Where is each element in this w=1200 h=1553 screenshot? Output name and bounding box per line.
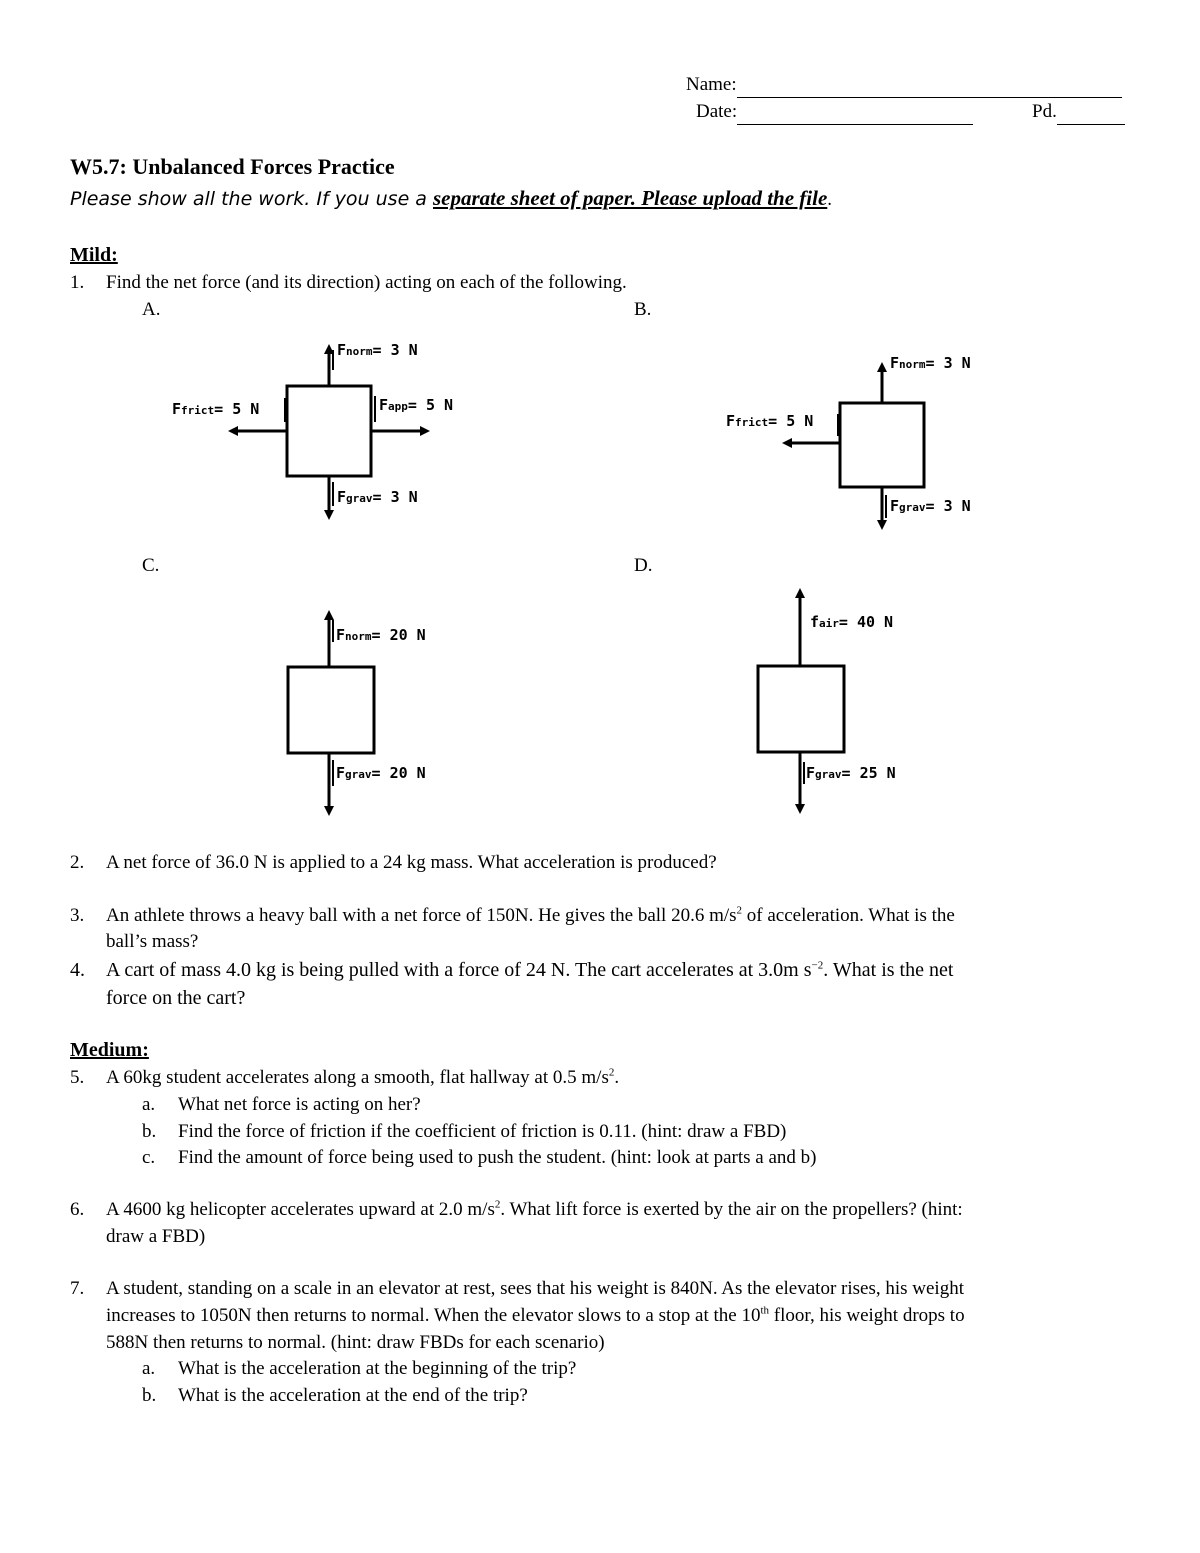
instructions bbox=[70, 186, 832, 213]
question-3: 3. An athlete throws a heavy ball with a net force of 150N. He gives the ball 20.6 $m/s^2$ of acceleration. What is the bbox=[70, 904, 955, 926]
question-5a: a. What net force is acting on her? bbox=[142, 1094, 421, 1115]
norm-arrowhead bbox=[877, 362, 887, 372]
question-1 bbox=[70, 270, 627, 296]
diagram-a-grav-label: Fgrav= 3 N bbox=[337, 488, 418, 506]
question-text: A net force of 36.0 N is applied to a 24 kg mass. What acceleration is produced? bbox=[106, 852, 717, 873]
free-body-diagram-a bbox=[140, 330, 500, 530]
date-blank[interactable] bbox=[737, 104, 973, 125]
diagram-b-grav-label: Fgrav= 3 N bbox=[890, 497, 971, 515]
grav-arrowhead bbox=[877, 520, 887, 530]
name-label: Name: bbox=[686, 74, 737, 95]
diagram-c-norm-label: Fnorm= 20 N bbox=[336, 626, 426, 644]
question-5: 5. A 60kg student accelerates along a smooth, flat hallway at 0.5 $m/s^2$. bbox=[70, 1066, 620, 1088]
air-arrowhead bbox=[795, 588, 805, 598]
page-title: W5.7: Unbalanced Forces Practice bbox=[70, 154, 395, 179]
question-text: Find the net force (and its direction) acting on each of the following. bbox=[106, 272, 627, 293]
question-7b: b. What is the acceleration at the end of the trip? bbox=[142, 1385, 528, 1406]
box bbox=[287, 386, 371, 476]
grav-arrowhead bbox=[324, 510, 334, 520]
question-7-line-3: 588N then returns to normal. (hint: draw FBDs for each scenario) bbox=[106, 1332, 605, 1353]
diagram-d-air-label: fair= 40 N bbox=[810, 613, 894, 631]
diagram-a-frict-label: Ffrict= 5 N bbox=[172, 400, 260, 418]
box bbox=[840, 403, 924, 487]
question-7: 7. A student, standing on a scale in an elevator at rest, sees that his weight is 840N. As the elevator rises, his weight bbox=[70, 1278, 964, 1299]
norm-arrowhead bbox=[324, 610, 334, 620]
diagram-c-letter: C. bbox=[142, 555, 160, 576]
question-4-continued: force on the cart? bbox=[106, 987, 246, 1009]
diagram-d-letter: D. bbox=[634, 555, 653, 576]
app-arrowhead bbox=[420, 426, 430, 436]
instructions-emphasis: separate sheet of paper. Please upload the file bbox=[433, 186, 828, 210]
diagram-a-letter: A. bbox=[142, 299, 161, 320]
frict-arrowhead bbox=[782, 438, 792, 448]
grav-arrowhead bbox=[324, 806, 334, 816]
question-5c: c. Find the amount of force being used to push the student. (hint: look at parts a and b) bbox=[142, 1147, 817, 1168]
question-2: 2. A net force of 36.0 N is applied to a 24 kg mass. What acceleration is produced? bbox=[70, 852, 717, 873]
instructions-suffix: . bbox=[827, 189, 833, 210]
diagram-b-letter: B. bbox=[634, 299, 652, 320]
diagram-d-grav-label: Fgrav= 25 N bbox=[806, 764, 896, 782]
name-blank[interactable] bbox=[737, 77, 1122, 98]
box bbox=[288, 667, 374, 753]
question-6: 6. A 4600 kg helicopter accelerates upward at 2.0 $m/s^2$. What lift force is exerted by the air on the propellers? (hint: bbox=[70, 1198, 963, 1220]
frict-arrowhead bbox=[228, 426, 238, 436]
diagram-b-norm-label: Fnorm= 3 N bbox=[890, 354, 971, 372]
question-5b: b. Find the force of friction if the coefficient of friction is 0.11. (hint: draw a FBD) bbox=[142, 1121, 787, 1142]
question-6-continued: draw a FBD) bbox=[106, 1226, 206, 1247]
diagram-a-app-label: Fapp= 5 N bbox=[379, 396, 454, 414]
pd-label: Pd. bbox=[1032, 101, 1057, 122]
pd-blank[interactable] bbox=[1057, 104, 1125, 125]
question-3-continued: ball’s mass? bbox=[106, 931, 199, 952]
instructions-prefix: Please show all the work. If you use a bbox=[70, 188, 433, 210]
date-label: Date: bbox=[696, 101, 738, 122]
diagram-b-frict-label: Ffrict= 5 N bbox=[726, 412, 814, 430]
question-7a: a. What is the acceleration at the beginning of the trip? bbox=[142, 1358, 577, 1379]
box bbox=[758, 666, 844, 752]
section-mild: Mild: bbox=[70, 244, 118, 266]
pd-field bbox=[1032, 99, 1125, 125]
diagram-c-grav-label: Fgrav= 20 N bbox=[336, 764, 426, 782]
question-7-line-2: increases to 1050N then returns to normal. When the elevator slows to a stop at the 10th floor, his weight drops to bbox=[106, 1304, 965, 1326]
question-4: 4. A cart of mass 4.0 kg is being pulled with a force of 24 N. The cart accelerates at 3.0m $s^{-2}$. What is the net bbox=[70, 959, 954, 981]
question-number: 1. bbox=[70, 272, 85, 293]
date-field bbox=[696, 99, 973, 125]
grav-arrowhead bbox=[795, 804, 805, 814]
diagram-a-norm-label: Fnorm= 3 N bbox=[337, 341, 418, 359]
name-field bbox=[686, 72, 1122, 98]
section-medium: Medium: bbox=[70, 1039, 149, 1061]
